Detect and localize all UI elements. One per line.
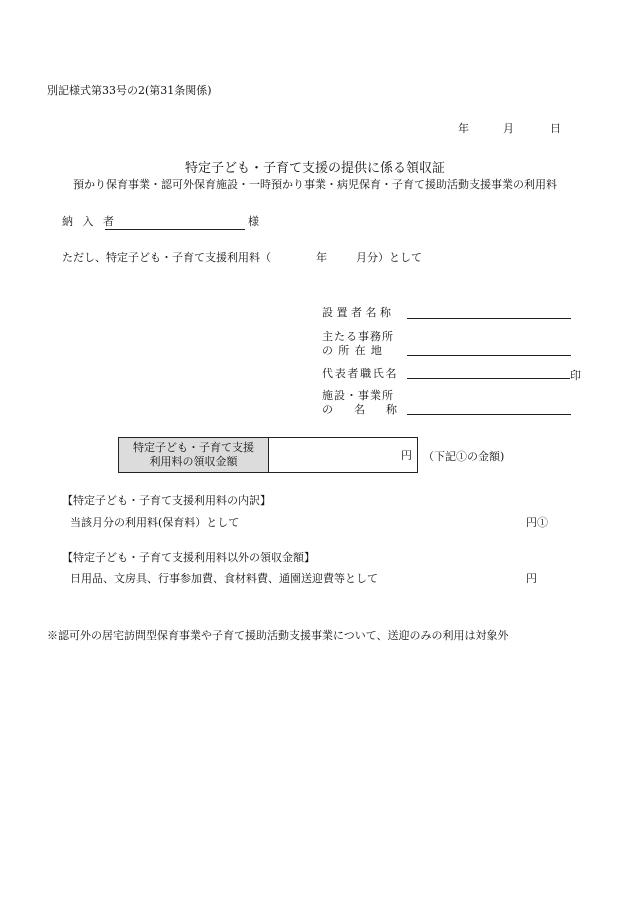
form-number: 別記様式第33号の2(第31条関係) — [47, 84, 212, 97]
receipt-amount-field[interactable] — [269, 438, 417, 472]
footnote: ※認可外の居宅訪問型保育事業や子育て援助活動支援事業について、送迎のみの利用は対象外 — [47, 629, 509, 642]
representative-field[interactable] — [407, 378, 570, 379]
office-address-label-line1: 主たる事務所 — [322, 330, 394, 343]
other-fees-heading: 【特定子ども・子育て支援利用料以外の領収金額】 — [62, 551, 315, 564]
page-title: 特定子ども・子育て支援の提供に係る領収証 — [184, 161, 445, 176]
receipt-amount-box — [118, 437, 418, 473]
payer-honorific: 様 — [248, 215, 259, 228]
other-fees-unit: 円 — [526, 572, 537, 585]
representative-label: 代表者職氏名 — [322, 367, 399, 380]
date-day-label: 日 — [550, 122, 561, 135]
payer-name-field[interactable] — [105, 229, 245, 230]
proviso-year-label: 年 — [316, 251, 327, 264]
proviso-text: ただし、特定子ども・子育て支援利用料（ — [62, 251, 271, 264]
operator-name-field[interactable] — [407, 318, 571, 319]
receipt-amount-label-line1: 特定子ども・子育て支援 — [133, 441, 254, 454]
receipt-amount-unit: 円 — [401, 449, 412, 462]
operator-name-label: 設置者名称 — [322, 306, 395, 319]
other-fees-item: 日用品、文房具、行事参加費、食材料費、通園送迎費等として — [70, 572, 378, 585]
receipt-amount-label — [119, 438, 269, 472]
breakdown-heading: 【特定子ども・子育て支援利用料の内訳】 — [62, 494, 271, 507]
date-month-label: 月 — [503, 122, 514, 135]
breakdown-unit: 円① — [526, 516, 548, 529]
payer-label: 納 入 者 — [62, 215, 117, 228]
receipt-amount-label-line2: 利用料の領収金額 — [149, 455, 238, 468]
seal-mark: 印 — [570, 369, 581, 382]
proviso-month-label: 月分）として — [356, 251, 422, 264]
date-year-label: 年 — [458, 122, 469, 135]
page-subtitle: 預かり保育事業・認可外保育施設・一時預かり事業・病児保育・子育て援助活動支援事業の利用料 — [73, 178, 557, 191]
office-address-label-line2: の所在地 — [322, 344, 388, 357]
breakdown-item: 当該月分の利用料(保育料）として — [70, 516, 240, 529]
receipt-amount-note: （下記①の金額) — [423, 450, 505, 463]
facility-name-label-line1: 施設・事業所 — [322, 389, 394, 402]
office-address-field[interactable] — [407, 355, 571, 356]
facility-name-label-line2: の 名 称 — [322, 403, 402, 416]
facility-name-field[interactable] — [407, 414, 571, 415]
